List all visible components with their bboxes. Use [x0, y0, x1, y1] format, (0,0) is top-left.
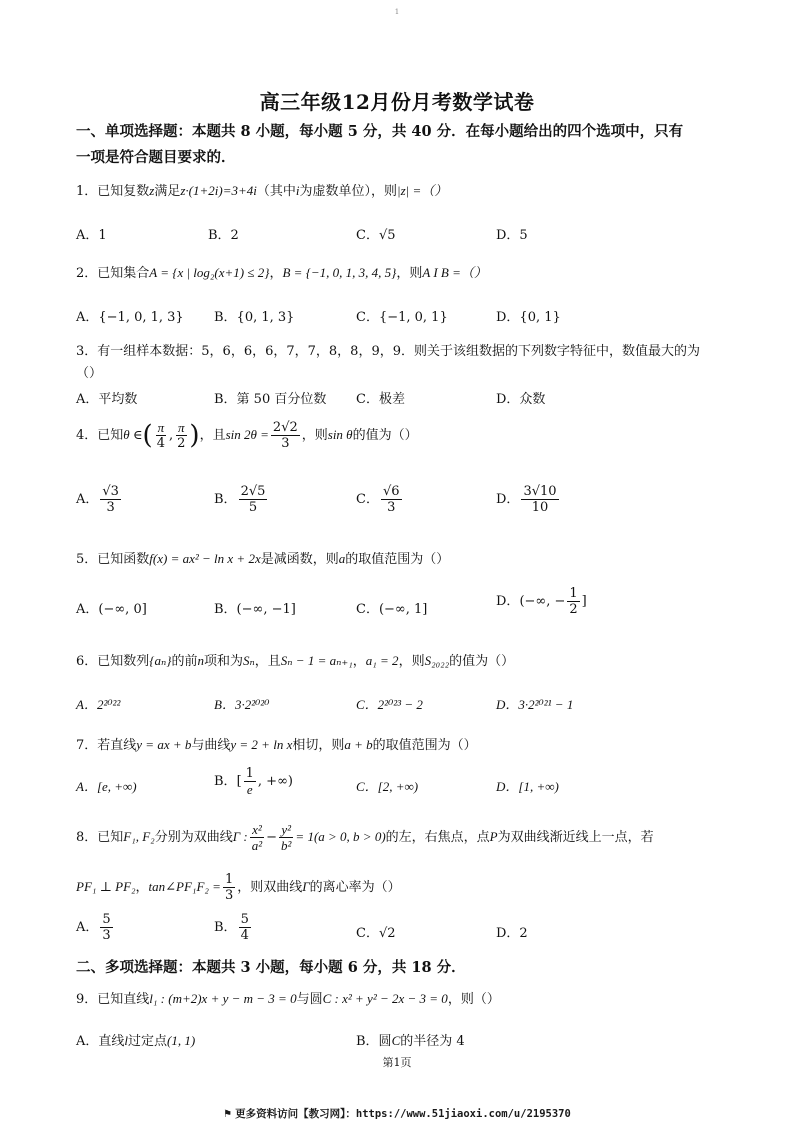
q2-option-a: A．{−1, 0, 1, 3}: [76, 310, 184, 325]
q4-option-c: C． $\frac{√6}{3}$: [356, 484, 400, 515]
section1-heading-line1: 一、单项选择题：本题共 8 小题，每小题 5 分，共 40 分．在每小题给出的四个选项中，只有: [76, 123, 684, 140]
q4-option-d: D． $\frac{3√10}{10}$: [496, 484, 557, 515]
q6-text: 的前: [171, 654, 198, 669]
question-6-stem: [76, 650, 514, 669]
question-5-stem: [76, 548, 449, 567]
q2-text: 2．已知集合: [76, 266, 150, 281]
q6-relation: Sₙ − 1 = aₙ₊₁: [280, 653, 353, 668]
q5-function: f(x) = ax² − ln x + 2x: [149, 551, 261, 566]
q1-text: 为虚数单位），则: [299, 184, 398, 199]
q6-option-d: D．3·2²⁰²¹ − 1: [496, 697, 574, 712]
question-3-stem-line2: （）: [76, 366, 103, 381]
footer-link[interactable]: [0, 1106, 794, 1121]
q7-option-c: C．[2, +∞): [356, 779, 419, 794]
q1-option-c: C．√5: [356, 228, 396, 243]
q4-text: 的值为（）: [352, 428, 418, 443]
q5-option-a: A．(−∞, 0]: [76, 602, 147, 617]
q8-text: 8．已知: [76, 830, 124, 845]
question-9-stem: [76, 988, 500, 1007]
q4-interval-right: $\frac{\pi}{2}$: [177, 420, 186, 451]
question-3-stem-line1: 3．有一组样本数据：5，6，6，6，7，7，8，8，9，9．则关于该组数据的下列数字特征中，数值最大的为: [76, 344, 700, 359]
q8-text: 为双曲线渐近线上一点，若: [497, 830, 654, 845]
q9-option-a: A．直线l过定点(1, 1): [76, 1033, 196, 1049]
q6-var-n: n: [197, 653, 204, 668]
question-2-stem: [76, 262, 487, 281]
q8-gamma: Γ: [302, 879, 310, 894]
q2-ask: A I B =（）: [422, 265, 487, 280]
q5-text: 是减函数，则: [260, 552, 339, 567]
q8-text: 的离心率为（）: [309, 880, 401, 895]
page-mark: 1: [394, 8, 400, 16]
q8-gamma: Γ :: [232, 829, 248, 844]
q4-value: $\frac{2√2}{3}$: [272, 420, 298, 451]
q6-option-a: A．2²⁰²²: [76, 697, 121, 712]
q3-option-a: A．平均数: [76, 392, 138, 407]
q7-curve: y = 2 + ln x: [230, 737, 293, 752]
q6-a1: a₁ = 2: [365, 653, 399, 668]
flag-icon: ⚑: [223, 1109, 233, 1120]
q7-text: 与曲线: [191, 738, 231, 753]
q8-option-b: B． $\frac{5}{4}$: [214, 912, 249, 943]
q4-text: ，且: [199, 428, 226, 443]
q7-option-b: B．[ $\frac{1}{e}$ , +∞): [214, 766, 293, 797]
q9-line: l₁ : (m+2)x + y − m − 3 = 0: [149, 991, 297, 1006]
q4-sin2: sin 2θ =: [225, 427, 269, 442]
q5-text: 5．已知函数: [76, 552, 150, 567]
page-title: 高三年级12月份月考数学试卷: [259, 90, 535, 114]
footer-link-text[interactable]: 更多资料访问【教习网】：https://www.51jiaoxi.com/u/2195370: [235, 1108, 571, 1120]
q8-equation: = 1(a > 0, b > 0): [295, 829, 386, 844]
q7-text: 相切，则: [292, 738, 345, 753]
q5-option-c: C．(−∞, 1]: [356, 602, 428, 617]
q4-interval-left: $\frac{\pi}{4}$: [156, 420, 165, 451]
q8-tan: tan∠PF₁F₂ =: [148, 879, 221, 894]
q5-var-a: a: [338, 551, 346, 566]
q8-text: 的左，右焦点，点: [385, 830, 490, 845]
q1-option-d: D．5: [496, 228, 528, 243]
q2-set-b: B = {−1, 0, 1, 3, 4, 5}: [282, 265, 397, 280]
q3-option-d: D．众数: [496, 392, 546, 407]
q4-text: 4．已知: [76, 428, 124, 443]
q5-text: 的取值范围为（）: [345, 552, 450, 567]
page-number: 第1页: [382, 1056, 412, 1069]
q4-text: ，则: [301, 428, 328, 443]
q8-option-c: C．√2: [356, 926, 396, 941]
q9-option-b: B．圆C的半径为 4: [356, 1033, 465, 1049]
question-4-stem: 4．已知θ ∈( $\frac{\pi}{4}$ , $\frac{\pi}{2}$ )，且sin 2θ = $\frac{2√2}{3}$ ，则sin θ的值为（）: [76, 420, 418, 451]
q7-text: 7．若直线: [76, 738, 137, 753]
q4-theta: θ ∈: [123, 427, 143, 442]
q8-text: ，: [135, 880, 149, 895]
q1-option-b: B．2: [208, 228, 239, 243]
section1-heading-line2: 一项是符合题目要求的．: [76, 149, 236, 166]
q2-set-a: A = {x | log₂(x+1) ≤ 2}: [149, 265, 270, 280]
q1-var-i: i: [295, 183, 300, 198]
q6-sequence: {aₙ}: [149, 653, 172, 668]
q2-option-b: B．{0, 1, 3}: [214, 310, 295, 325]
question-7-stem: [76, 734, 477, 753]
q7-sum: a + b: [344, 737, 373, 752]
q6-s2022: S₂₀₂₂: [424, 653, 450, 668]
q4-option-b: B． $\frac{2√5}{5}$: [214, 484, 266, 515]
q1-var-z: z: [149, 183, 155, 198]
q1-text: 1．已知复数: [76, 184, 150, 199]
q9-circle: C : x² + y² − 2x − 3 = 0: [322, 991, 448, 1006]
q1-text: （其中: [256, 184, 296, 199]
q8-option-d: D．2: [496, 926, 528, 941]
q2-option-c: C．{−1, 0, 1}: [356, 310, 448, 325]
q6-text: ，且: [254, 654, 281, 669]
q6-text: 项和为: [203, 654, 243, 669]
q9-text: 与圆: [296, 992, 323, 1007]
q6-sn: Sₙ: [242, 653, 255, 668]
q8-text: ，则双曲线: [237, 880, 303, 895]
q7-option-d: D．[1, +∞): [496, 779, 559, 794]
q6-text: 的值为（）: [449, 654, 515, 669]
q7-line: y = ax + b: [136, 737, 192, 752]
question-8-stem-line2: PF₁ ⊥ PF₂，tan∠PF₁F₂ = $\frac{1}{3}$ ，则双曲线Γ的离心率为（）: [76, 872, 401, 903]
q1-ask: |z| =（）: [397, 183, 448, 198]
q2-option-d: D．{0, 1}: [496, 310, 561, 325]
q3-option-b: B．第 50 百分位数: [214, 392, 327, 407]
q1-option-a: A．1: [76, 228, 107, 243]
q9-text: ，则（）: [447, 992, 500, 1007]
q5-option-d: D．(−∞, − $\frac{1}{2}$ ]: [496, 586, 587, 617]
question-8-stem-line1: 8．已知F₁, F₂分别为双曲线Γ : $\frac{\text{x²}}{\text{a²}}$ − $\frac{\text{y²}}{\text{b²}}$ = 1(a > 0, b > 0)的左，右焦点，点P为双曲线渐近线上一点，若: [76, 822, 654, 853]
question-1-stem: [76, 180, 447, 199]
q6-text: ，: [352, 654, 366, 669]
q2-text: ，则: [396, 266, 423, 281]
q4-option-a: A． $\frac{√3}{3}$: [76, 484, 119, 515]
q3-option-c: C．极差: [356, 392, 405, 407]
q9-text: 9．已知直线: [76, 992, 150, 1007]
q4-sin: sin θ: [327, 427, 353, 442]
q2-text: ，: [269, 266, 283, 281]
q8-point-p: P: [489, 829, 498, 844]
q7-text: 的取值范围为（）: [372, 738, 477, 753]
section2-heading: 二、多项选择题：本题共 3 小题，每小题 6 分，共 18 分．: [76, 959, 466, 976]
q6-option-b: B．3·2²⁰²⁰: [214, 697, 270, 712]
q8-text: 分别为双曲线: [154, 830, 233, 845]
q6-option-c: C．2²⁰²³ − 2: [356, 697, 423, 712]
q6-text: 6．已知数列: [76, 654, 150, 669]
q8-foci: F₁, F₂: [123, 829, 155, 844]
q7-option-a: A．[e, +∞): [76, 779, 137, 794]
q1-equation: z·(1+2i)=3+4i: [180, 183, 257, 198]
q8-perpendicular: PF₁ ⊥ PF₂: [76, 879, 136, 894]
q6-text: ，则: [398, 654, 425, 669]
q1-text: 满足: [154, 184, 181, 199]
q8-option-a: A． $\frac{5}{3}$: [76, 912, 111, 943]
q5-option-b: B．(−∞, −1]: [214, 602, 296, 617]
